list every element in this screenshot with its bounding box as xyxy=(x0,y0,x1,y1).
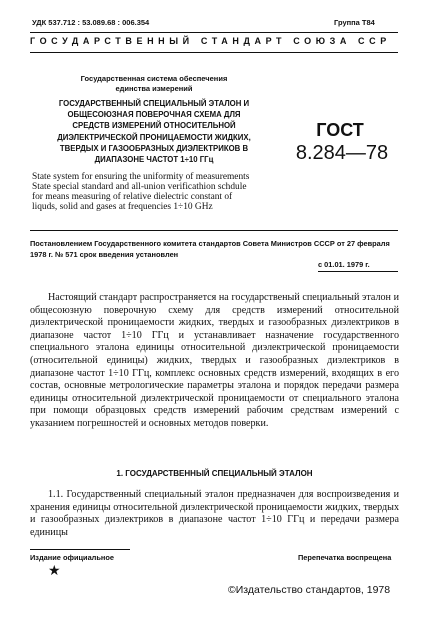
decree-text: Постановлением Государственного комитета стандартов Совета Министров СССР от 27 февраля 1978 г. № 571 срок введения установлен xyxy=(30,239,390,259)
banner-rule xyxy=(30,52,398,53)
english-line: State system for ensuring the uniformity of measurements xyxy=(32,172,250,182)
english-line: for means measuring of relative dielectric constant of xyxy=(32,192,233,202)
title-line: ДИАПАЗОНЕ ЧАСТОТ 1÷10 ГГц xyxy=(94,155,214,165)
edition-rule xyxy=(30,549,130,550)
english-line: State special standard and all-union verificathion schdule xyxy=(32,182,247,192)
reprint-notice: Перепечатка воспрещена xyxy=(298,553,392,562)
standard-title xyxy=(32,98,276,165)
english-title xyxy=(32,172,282,212)
official-edition: Издание официальное xyxy=(30,553,115,562)
gost-label: ГОСТ xyxy=(316,120,364,140)
clause-1-1: 1.1. Государственный специальный эталон предназначен для воспроизведения и хранения единицы относительной диэлектрической проницаемости жидких, твердых и газообразных диэлектриков в диапазоне частот 1÷10 ГГц и передачи размера единицы xyxy=(30,489,399,538)
date-underline xyxy=(318,271,398,272)
gost-number: 8.284—78 xyxy=(295,142,389,164)
title-line: ДИЭЛЕКТРИЧЕСКОЙ ПРОНИЦАЕМОСТИ ЖИДКИХ, xyxy=(57,132,251,142)
title-line: ОБЩЕСОЮЗНАЯ ПОВЕРОЧНАЯ СХЕМА ДЛЯ xyxy=(67,110,241,120)
group-code: Группа Т84 xyxy=(334,18,375,27)
decree-rule xyxy=(30,230,398,231)
top-rule xyxy=(30,32,398,33)
system-line-2: единства измерений xyxy=(115,84,193,93)
system-caption xyxy=(32,74,276,94)
intro-paragraph: Настоящий стандарт распространяется на государственый специальный эталон и общесоюзную поверочную схему для средств измерений относительной диэлектрической проницаемости жидких, твердых и газообразных диэлектриков в диапазоне частот 1÷10 ГГц и устанавливает назначение государственного специального эталона единицы относительной диэлектрической проницаемости (относительной единицы) жидких, твердых и газообразных диэлектриков в диапазоне частот 1÷10 ГГц, комплекс основных средств измерений, входящих в его состав, основные метрологические параметры эталона и порядок передачи размера единицы относительной диэлектрической проницаемости от специального эталона при помощи образцовых средств измерений рабочим средствам измерений с указанием погрешностей и основных методов поверки. xyxy=(30,292,399,429)
copyright: ©Издательство стандартов, 1978 xyxy=(228,584,391,596)
standard-banner: ГОСУДАРСТВЕННЫЙ СТАНДАРТ СОЮЗА ССР xyxy=(30,36,391,46)
title-line: ГОСУДАРСТВЕННЫЙ СПЕЦИАЛЬНЫЙ ЭТАЛОН И xyxy=(58,99,250,108)
english-line: liquds, solid and gases at frequencies 1÷10 GHz xyxy=(32,202,213,212)
section-heading: 1. ГОСУДАРСТВЕННЫЙ СПЕЦИАЛЬНЫЙ ЭТАЛОН xyxy=(116,469,313,478)
title-line: ТВЕРДЫХ И ГАЗООБРАЗНЫХ ДИЭЛЕКТРИКОВ В xyxy=(59,143,249,153)
star-icon: ★ xyxy=(48,564,61,579)
effective-date: с 01.01. 1979 г. xyxy=(318,260,370,269)
udk-code: УДК 537.712 : 53.089.68 : 006.354 xyxy=(32,18,150,27)
system-line-1: Государственная система обеспечения xyxy=(80,74,228,83)
title-line: СРЕДСТВ ИЗМЕРЕНИЙ ОТНОСИТЕЛЬНОЙ xyxy=(72,121,236,131)
